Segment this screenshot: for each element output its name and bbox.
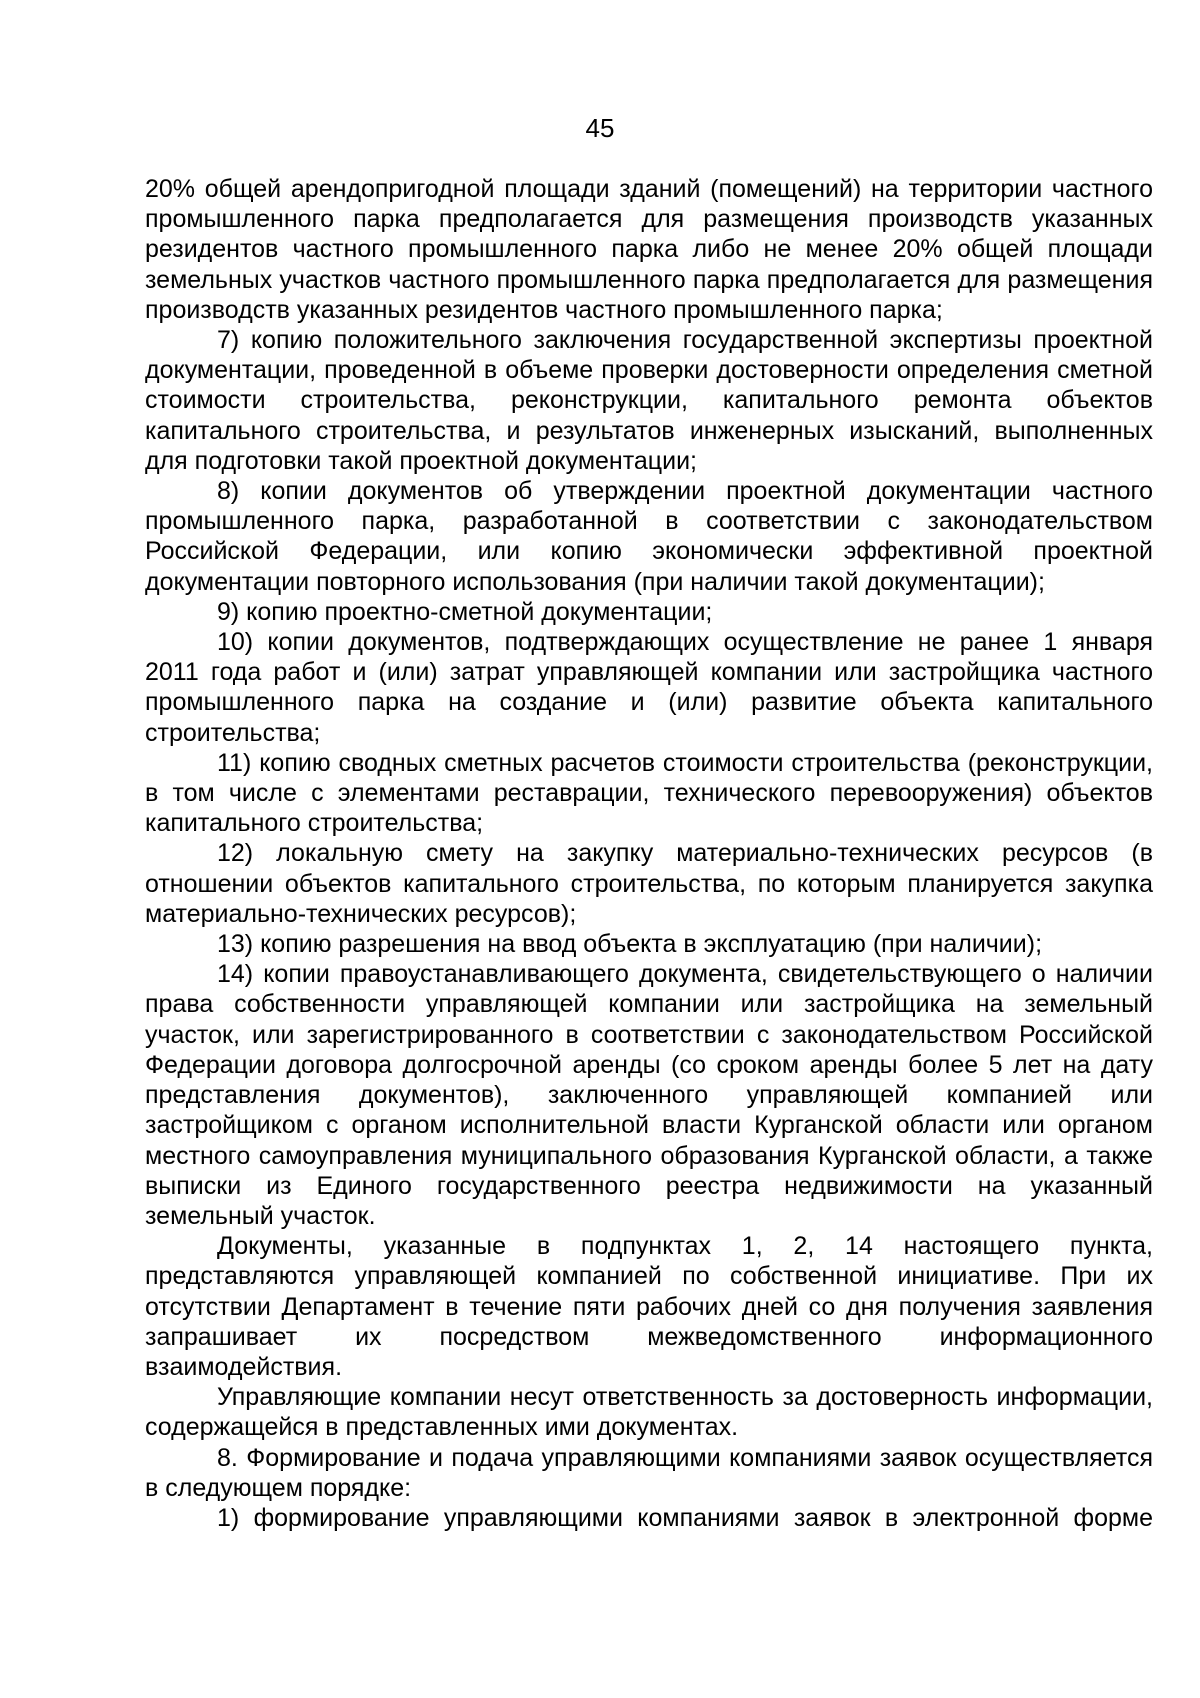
page-number: 45	[585, 113, 615, 143]
paragraph-item-14: 14) копии правоустанавливающего документа, свидетельствующего о наличии права собственности управляющей компании или застройщика на земельный участок, или зарегистрированного в соответствии с законодательством Российской Федерации договора долгосрочной аренды (со сроком аренды более 5 лет на дату представления документов), заключенного управляющей компанией или застройщиком с органом исполнительной власти Курганской области или органом местного самоуправления муниципального образования Курганской области, а также выписки из Единого государственного реестра недвижимости на указанный земельный участок.	[145, 960, 1153, 1230]
paragraph-item-13: 13) копию разрешения на ввод объекта в эксплуатацию (при наличии);	[217, 930, 1043, 959]
paragraph-item-9: 9) копию проектно-сметной документации;	[217, 597, 713, 626]
paragraph-section-8: 8. Формирование и подача управляющими компаниями заявок осуществляется в следующем порядке:	[145, 1443, 1153, 1502]
paragraph-item-10: 10) копии документов, подтверждающих осуществление не ранее 1 января 2011 года работ и (или) затрат управляющей компании или застройщика частного промышленного парка на создание и (или) развитие объекта капитального строительства;	[145, 628, 1153, 747]
paragraph-item-11: 11) копию сводных сметных расчетов стоимости строительства (реконструкции, в том числе с элементами реставрации, технического перевооружения) объектов капитального строительства;	[145, 748, 1153, 838]
paragraph-responsibility: Управляющие компании несут ответственность за достоверность информации, содержащейся в представленных ими документах.	[145, 1383, 1153, 1442]
paragraph-item-12: 12) локальную смету на закупку материально-технических ресурсов (в отношении объектов капитального строительства, по которым планируется закупка материально-технических ресурсов);	[145, 839, 1153, 928]
paragraph-section-8-item-1: 1) формирование управляющими компаниями заявок в электронной форме	[217, 1503, 1153, 1532]
document-body	[145, 174, 1153, 1533]
paragraph-item-8: 8) копии документов об утверждении проектной документации частного промышленного парка, разработанной в соответствии с законодательством Российской Федерации, или копию экономически эффективной проектной документации повторного использования (при наличии такой документации);	[145, 477, 1153, 596]
paragraph-continuation: 20% общей арендопригодной площади зданий (помещений) на территории частного промышленного парка предполагается для размещения производств указанных резидентов частного промышленного парка либо не менее 20% общей площади земельных участков частного промышленного парка предполагается для размещения производств указанных резидентов частного промышленного парка;	[145, 175, 1153, 324]
paragraph-documents-note: Документы, указанные в подпунктах 1, 2, 14 настоящего пункта, представляются управляющей компанией по собственной инициативе. При их отсутствии Департамент в течение пяти рабочих дней со дня получения заявления запрашивает их посредством межведомственного информационного взаимодействия.	[145, 1232, 1153, 1381]
paragraph-item-7: 7) копию положительного заключения государственной экспертизы проектной документации, проведенной в объеме проверки достоверности определения сметной стоимости строительства, реконструкции, капитального ремонта объектов капитального строительства, и результатов инженерных изысканий, выполненных для подготовки такой проектной документации;	[145, 326, 1153, 475]
